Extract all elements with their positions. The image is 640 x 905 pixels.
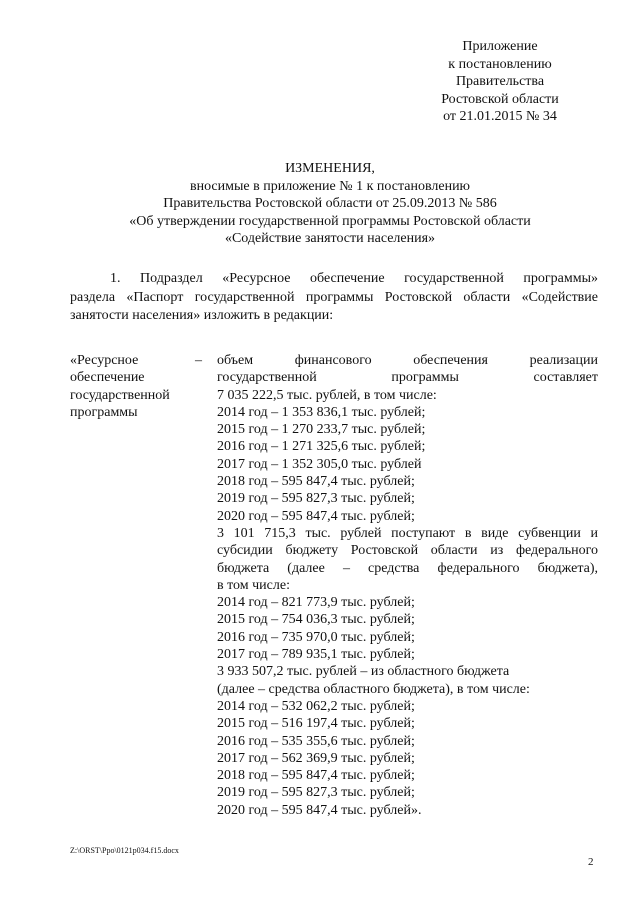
- value-line: 2018 год – 595 847,4 тыс. рублей;: [217, 768, 415, 784]
- appendix-header: [400, 38, 600, 126]
- label-line: государственной: [70, 387, 170, 403]
- appendix-line: к постановлению: [448, 56, 552, 72]
- appendix-line: Приложение: [462, 39, 538, 54]
- appendix-line: Ростовской области: [441, 91, 559, 107]
- value-line: 2017 год – 789 935,1 тыс. рублей;: [217, 647, 415, 663]
- value-line: 2020 год – 595 847,4 тыс. рублей;: [217, 508, 415, 524]
- value-line: 2014 год – 1 353 836,1 тыс. рублей;: [217, 404, 426, 420]
- paragraph-line: 1. Подраздел «Ресурсное обеспечение государственной программы»: [110, 271, 598, 286]
- table-label-column: [70, 352, 210, 421]
- value-line: 2014 год – 821 773,9 тыс. рублей;: [217, 595, 415, 611]
- value-line: субсидии бюджету Ростовской области из федерального: [217, 543, 598, 559]
- paragraph-line: раздела «Паспорт государственной программы Ростовской области «Содействие: [70, 289, 598, 305]
- value-line: 2019 год – 595 827,3 тыс. рублей;: [217, 785, 415, 801]
- value-line: 2014 год – 532 062,2 тыс. рублей;: [217, 698, 415, 714]
- page-number: 2: [588, 856, 594, 868]
- value-line: 2015 год – 754 036,3 тыс. рублей;: [217, 612, 415, 628]
- value-line: 2019 год – 595 827,3 тыс. рублей;: [217, 491, 415, 507]
- value-line: 2016 год – 735 970,0 тыс. рублей;: [217, 629, 415, 645]
- value-line: 2016 год – 535 355,6 тыс. рублей;: [217, 733, 415, 749]
- value-line: 2016 год – 1 271 325,6 тыс. рублей;: [217, 439, 426, 455]
- intro-paragraph: [70, 270, 598, 326]
- document-title: [60, 160, 600, 248]
- value-line: бюджета (далее – средства федерального бюджета),: [217, 560, 598, 576]
- value-line: 2020 год – 595 847,4 тыс. рублей».: [217, 802, 422, 818]
- value-line: государственной программы составляет: [217, 370, 598, 386]
- title-line: вносимые в приложение № 1 к постановлению: [189, 178, 471, 194]
- value-line: 2018 год – 595 847,4 тыс. рублей;: [217, 474, 415, 490]
- value-line: в том числе:: [217, 577, 290, 593]
- title-line: ИЗМЕНЕНИЯ,: [285, 161, 375, 176]
- separator-dash: –: [195, 353, 202, 368]
- value-line: 2015 год – 516 197,4 тыс. рублей;: [217, 716, 415, 732]
- value-line: (далее – средства областного бюджета), в том числе:: [217, 681, 530, 697]
- file-path-footer: Z:\ORST\Ppo\0121p034.f15.docx: [70, 846, 179, 855]
- value-line: 2017 год – 562 369,9 тыс. рублей;: [217, 750, 415, 766]
- label-line: обеспечение: [70, 370, 145, 386]
- value-line: 2017 год – 1 352 305,0 тыс. рублей: [217, 456, 422, 472]
- value-line: объем финансового обеспечения реализации: [217, 353, 598, 368]
- appendix-line: от 21.01.2015 № 34: [443, 109, 557, 124]
- title-line: Правительства Ростовской области от 25.09.2013 № 586: [163, 196, 497, 211]
- value-line: 3 933 507,2 тыс. рублей – из областного бюджета: [217, 664, 510, 680]
- title-line: «Об утверждении государственной программы Ростовской области: [129, 213, 531, 229]
- title-line: «Содействие занятости населения»: [224, 231, 436, 246]
- label-line: «Ресурсное: [70, 353, 139, 368]
- appendix-line: Правительства: [455, 74, 545, 89]
- value-line: 3 101 715,3 тыс. рублей поступают в виде субвенции и: [217, 525, 598, 541]
- paragraph-line: занятости населения» изложить в редакции:: [70, 308, 334, 323]
- value-line: 2015 год – 1 270 233,7 тыс. рублей;: [217, 422, 426, 438]
- label-line: программы: [70, 404, 138, 420]
- value-line: 7 035 222,5 тыс. рублей, в том числе:: [217, 387, 437, 403]
- table-value-column: [217, 352, 598, 819]
